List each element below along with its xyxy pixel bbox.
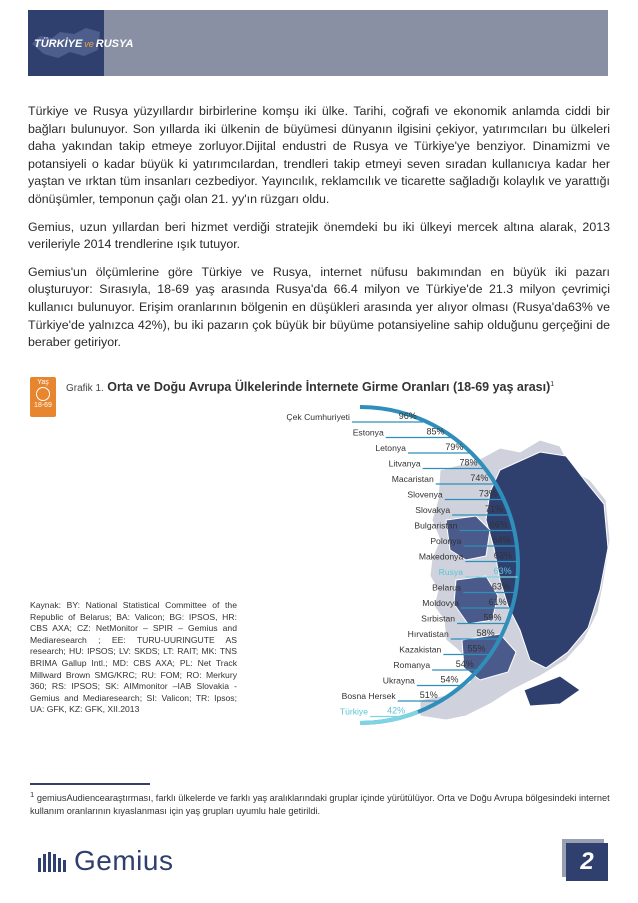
gemius-brand: Gemius — [74, 845, 174, 876]
gemius-logo-icon — [36, 848, 76, 883]
category-label: Litvanya — [388, 458, 421, 469]
category-label: Bulgaristan — [414, 520, 458, 531]
value-label: 73% — [478, 488, 497, 499]
logo-rusya: RUSYA — [95, 38, 134, 50]
age-badge-bottom: 18-69 — [34, 402, 52, 409]
figure-sources: Kaynak: BY: National Statistical Committee of the Republic of Belarus; BA: Valicon; BG: IPSOS, HR: CBS AXA; CZ: NetMonitor – SPIR – Gemius and Mediaresearch ; EE: TURU-UURINGUTE AS research; HU: IPSOS; LV: SKDS; LT: RAIT; MK: TNS BRIMA Gallup Intl.; MD: CBS AXA; PL: Net Track Millward Brown SMG/KRC; RU: FOM; RO: Merkury 360; RS: IPSOS; SK: AIMmonitor –IAB Slovakia - Gemius and Mediaresearch; SI: Valicon; TR: Ipsos; UA: GFK, KZ: GFK, XII.2013 — [30, 600, 237, 715]
value-label: 54% — [440, 674, 459, 685]
value-label: 55% — [467, 643, 486, 654]
value-label: 61% — [488, 597, 507, 607]
paragraph-2: Gemius, uzun yıllardan beri hizmet verdiği stratejik önemdeki bu iki ülkeyi mercek altına alarak, 2013 verileriyle 2014 trendlerine ışık tutuyor. — [28, 219, 610, 252]
value-label: 51% — [419, 690, 438, 700]
category-label: Letonya — [375, 443, 406, 453]
value-label: 58% — [476, 628, 495, 638]
value-label: 59% — [483, 612, 502, 623]
paragraph-1: Türkiye ve Rusya yüzyıllardır birbirlerine komşu iki ülke. Tarihi, coğrafi ve ekonomik anlamda ciddi bir bağları bulunuyor. Son yıllarda iki ülkenin de büyümesi dünyanın ilgisini çekiyor, yatırımcıları bu ülkeleri daha yakından takip etmeye zorluyor.Dijital endustri de Rusya ve Türkiye'ye benziyor. Dinamizmi ve potansiyeli o kadar büyük ki yatırımcılardan, trendleri takip etmeyi seven sıradan kullanıcıya kadar her yaştan ve ırktan tüm insanları cezbediyor. Yayıncılık, reklamcılık ve ticarette sağladığı kolaylık ve yarattığı dönüşümler, temponun çağı olan 21. yy'ın rüzgarı oldu. — [28, 104, 610, 206]
category-label: Rusya — [438, 567, 464, 577]
category-label: Sırbistan — [421, 613, 456, 624]
category-label: Slovakya — [415, 505, 451, 515]
value-label: 66% — [489, 519, 508, 530]
category-label: Romanya — [393, 660, 431, 670]
value-label: 64% — [492, 535, 511, 545]
footnote-divider — [30, 783, 150, 785]
age-badge-top: Yaş — [37, 379, 49, 386]
figure-title-text: Orta ve Doğu Avrupa Ülkelerinde İnternete Girme Oranları (18-69 yaş arası) — [107, 380, 551, 394]
category-label: Kazakistan — [399, 644, 442, 655]
category-label: Belarus — [432, 582, 462, 593]
value-label: 63% — [491, 581, 510, 592]
value-label: 71% — [485, 504, 504, 514]
category-label: Makedonya — [418, 551, 464, 562]
logo-ve: ve — [84, 39, 94, 49]
logo-turkiye: TÜRKİYE — [34, 38, 83, 50]
category-label: Bosna Hersek — [341, 691, 396, 701]
category-label: Ukrayna — [382, 675, 415, 686]
value-label: 96% — [398, 411, 417, 421]
category-label: Polonya — [430, 536, 462, 546]
value-label: 42% — [387, 705, 406, 716]
value-label: 63% — [493, 566, 512, 576]
value-label: 74% — [470, 473, 489, 483]
footnote-text: gemiusAudiencearaştırması, farklı ülkelerde ve farklı yaş aralıklarındaki gruplar içinde yürütülüyor. Orta ve Doğu Avrupa bölgesindeki internet kullanım oranlarının kıyaslanması için yaş grupları uyumlu hale getirildi. — [30, 793, 610, 816]
paragraph-3: Gemius'un ölçümlerine göre Türkiye ve Rusya, internet nüfusu bakımından en büyük iki pazarı oluşturuyor: Sırasıyla, 18-69 yaş arasında Rusya'da 66.4 milyon ve Türkiye'de 21.3 milyon çevrimiçi kullanıcı bulunuyor. Erişim oranlarının bölgenin en düşükleri arasında yer alıyor olması (Rusya'da63% ve Türkiye'de yalnızca 42%), bu iki pazarın çok büyük bir büyüme potansiyeline sahip olduğunu gerçeğini de beraber getiriyor. — [28, 264, 610, 350]
category-label: Slovenya — [407, 489, 443, 500]
value-label: 63% — [493, 550, 512, 561]
category-label: Hırvatistan — [407, 629, 449, 639]
page-number: 2 — [566, 843, 608, 881]
value-label: 85% — [426, 426, 445, 437]
category-label: Çek Cumhuriyeti — [286, 412, 350, 422]
category-label: Macaristan — [391, 474, 434, 484]
figure-label: Grafik 1. — [66, 383, 104, 394]
footnote — [30, 789, 610, 817]
value-label: 79% — [445, 442, 464, 452]
value-label: 54% — [455, 659, 474, 669]
value-label: 78% — [459, 457, 478, 468]
category-label: Estonya — [352, 427, 384, 438]
figure-title-sup: 1 — [550, 380, 555, 388]
footnote-number: 1 — [30, 790, 35, 799]
category-label: Türkiye — [339, 706, 369, 717]
category-label: Moldovya — [422, 598, 460, 608]
